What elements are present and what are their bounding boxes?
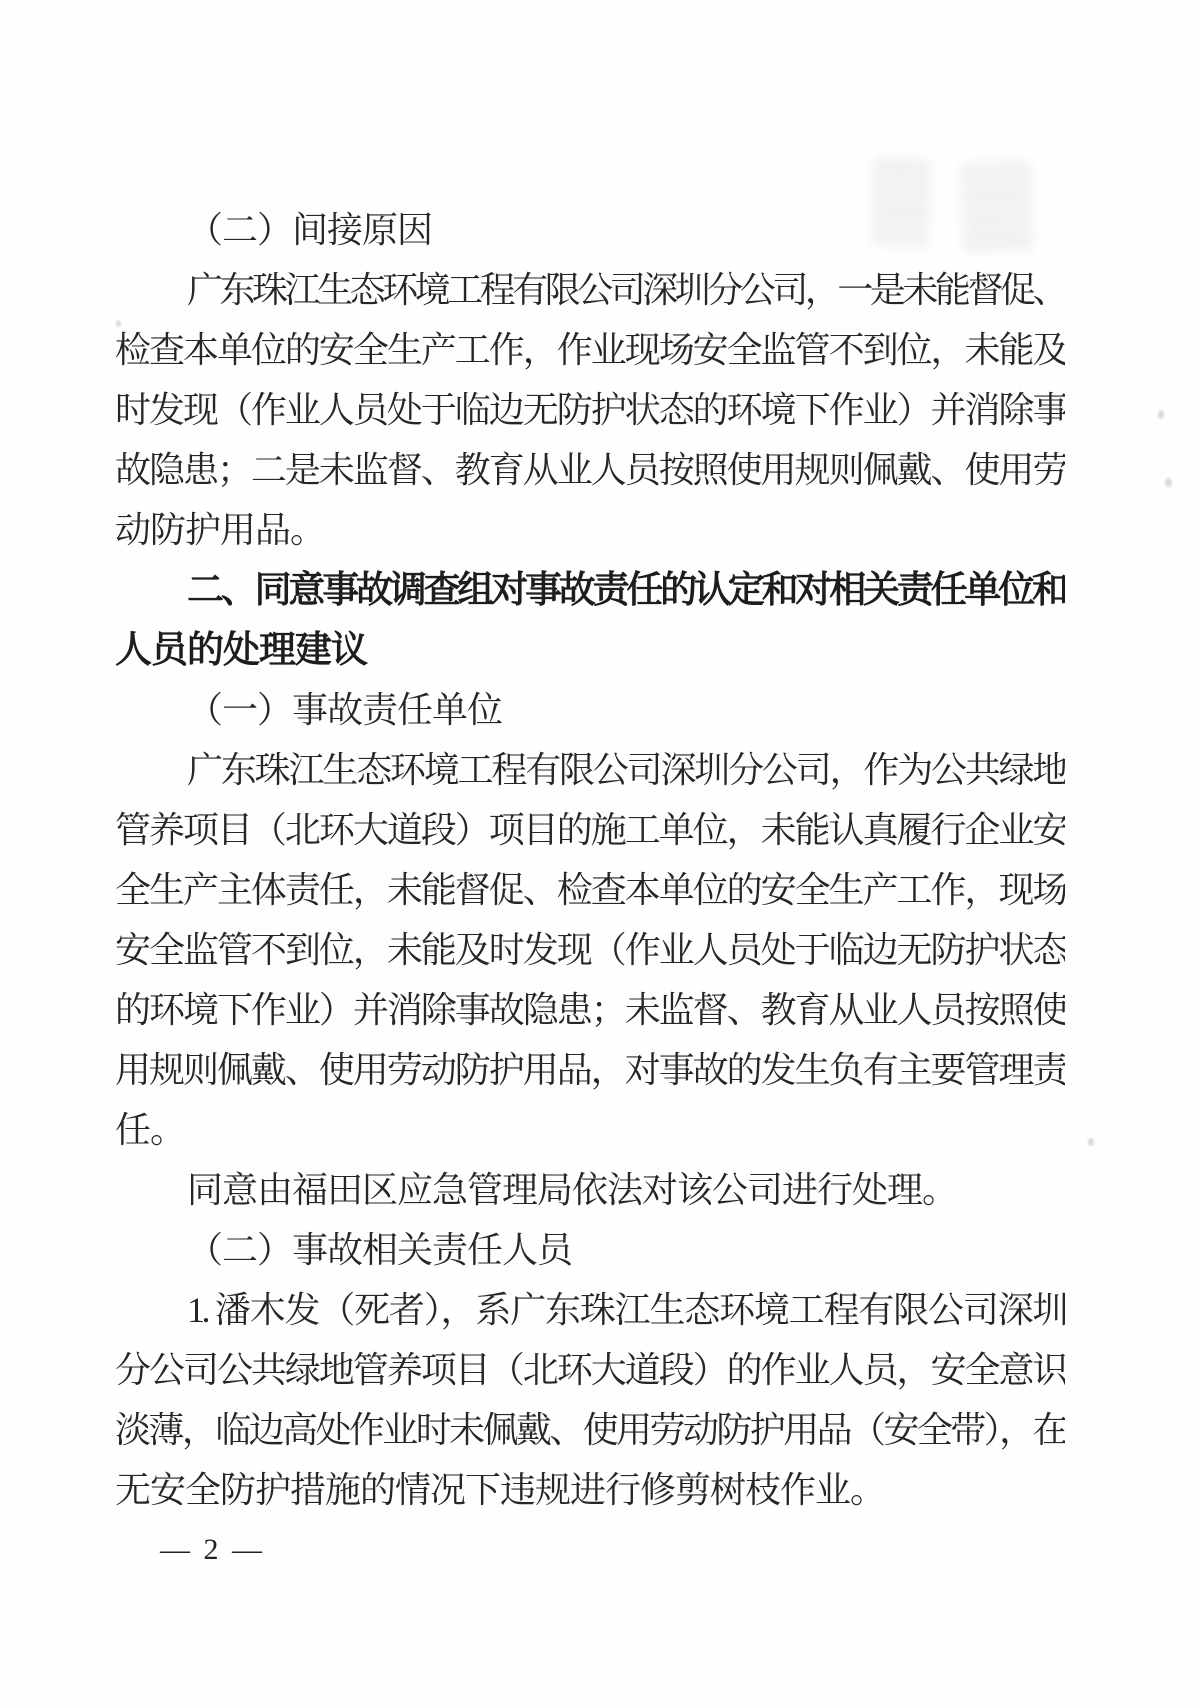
text-line: 管养项目（北环大道段）项目的施工单位，未能认真履行企业安	[115, 810, 1065, 850]
scan-speck-artifact	[1158, 410, 1164, 419]
text-line: 广东珠江生态环境工程有限公司深圳分公司，作为公共绿地	[187, 750, 1065, 790]
text-line: （二）间接原因	[187, 210, 433, 250]
text-line: 检查本单位的安全生产工作，作业现场安全监管不到位，未能及	[115, 330, 1065, 370]
scan-speck-artifact	[1165, 478, 1172, 487]
text-line: （二）事故相关责任人员	[187, 1230, 573, 1270]
text-line: 时发现（作业人员处于临边无防护状态的环境下作业）并消除事	[115, 390, 1065, 430]
page-number: — 2 —	[160, 1533, 265, 1566]
text-line: 故隐患；二是未监督、教育从业人员按照使用规则佩戴、使用劳	[115, 450, 1065, 490]
document-body	[115, 200, 1065, 1520]
text-line: 分公司公共绿地管养项目（北环大道段）的作业人员，安全意识	[115, 1350, 1065, 1390]
text-line: 动防护用品。	[115, 510, 326, 550]
text-line: 淡薄，临边高处作业时未佩戴、使用劳动防护用品（安全带），在	[115, 1410, 1065, 1450]
text-line: 无安全防护措施的情况下违规进行修剪树枝作业。	[115, 1470, 886, 1510]
text-line: 全生产主体责任，未能督促、检查本单位的安全生产工作，现场	[115, 870, 1065, 910]
text-line: 广东珠江生态环境工程有限公司深圳分公司，一是未能督促、	[187, 270, 1065, 310]
text-line: （一）事故责任单位	[187, 690, 503, 730]
text-line: 的环境下作业）并消除事故隐患；未监督、教育从业人员按照使	[115, 990, 1065, 1030]
text-line: 用规则佩戴、使用劳动防护用品，对事故的发生负有主要管理责	[115, 1050, 1065, 1090]
section-heading-line: 二、同意事故调查组对事故责任的认定和对相关责任单位和	[187, 569, 1065, 610]
text-line: 任。	[115, 1110, 186, 1150]
text-line: 同意由福田区应急管理局依法对该公司进行处理。	[187, 1170, 958, 1210]
scan-speck-artifact	[1088, 1138, 1094, 1146]
text-line: 安全监管不到位，未能及时发现（作业人员处于临边无防护状态	[115, 930, 1065, 970]
text-line: 1. 潘木发（死者），系广东珠江生态环境工程有限公司深圳	[187, 1290, 1065, 1330]
section-heading-line: 人员的处理建议	[115, 629, 367, 670]
